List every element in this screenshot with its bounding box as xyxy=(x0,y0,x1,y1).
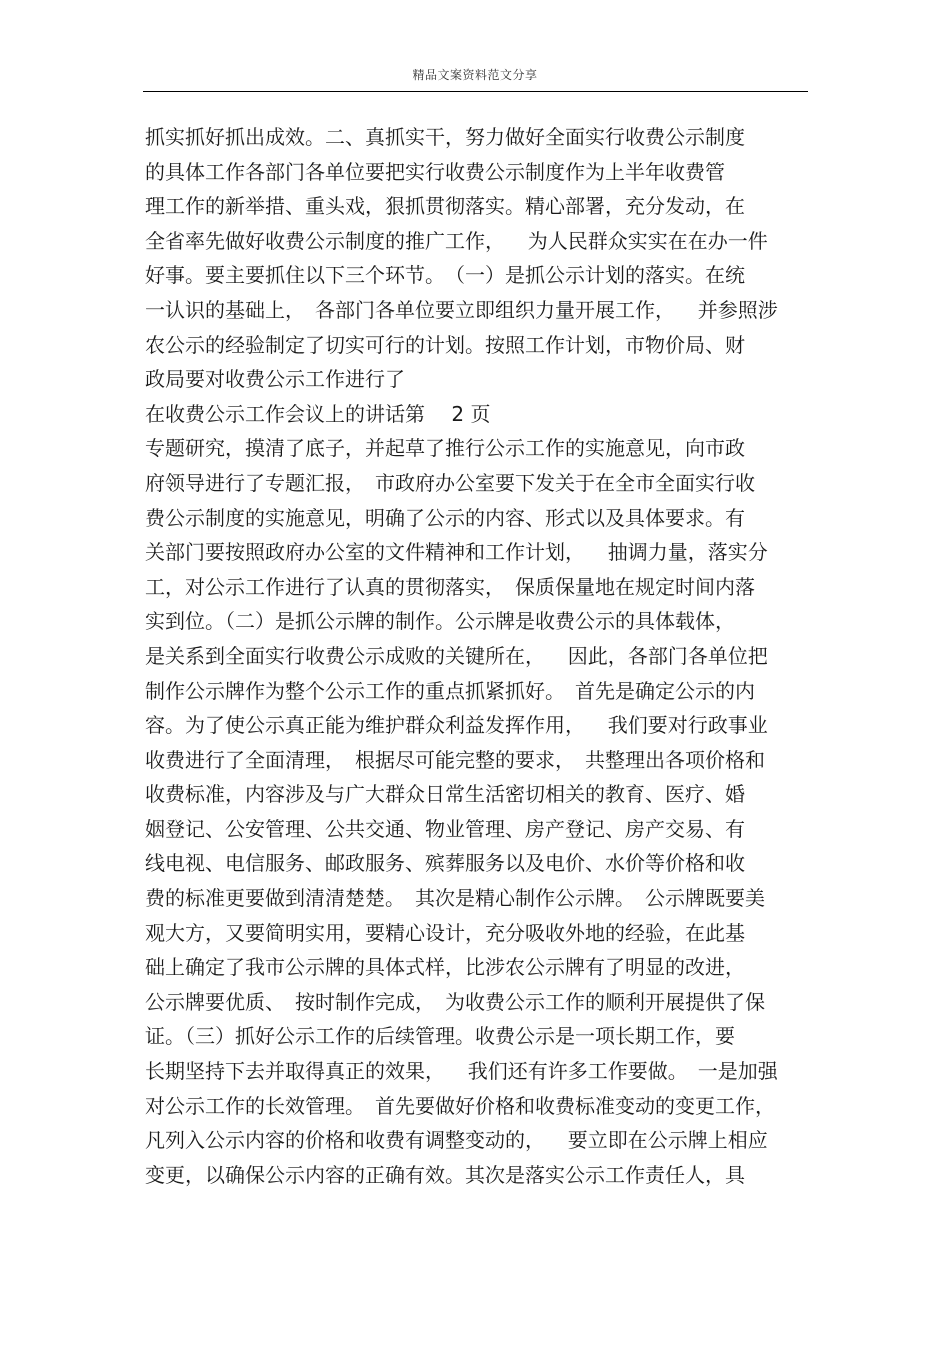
text-line: 收费进行了全面清理， 根据尽可能完整的要求， 共整理出各项价格和 xyxy=(145,747,765,772)
text-line: 变更，以确保公示内容的正确有效。其次是落实公示工作责任人，具 xyxy=(145,1162,745,1187)
text-line: 证。（三）抓好公示工作的后续管理。收费公示是一项长期工作，要 xyxy=(145,1024,735,1049)
text-line: 线电视、电信服务、邮政服务、殡葬服务以及电价、水价等价格和收 xyxy=(145,851,745,876)
text-line: 姻登记、公安管理、公共交通、物业管理、房产登记、房产交易、有 xyxy=(145,816,745,841)
text-line: 制作公示牌作为整个公示工作的重点抓紧抓好。 首先是确定公示的内 xyxy=(145,678,755,703)
document-body xyxy=(145,120,815,1192)
text-line: 是关系到全面实行收费公示成败的关键所在， 因此，各部门各单位把 xyxy=(145,643,768,668)
text-line: 一认识的基础上， 各部门各单位要立即组织力量开展工作， 并参照涉 xyxy=(145,297,778,322)
text-line: 工，对公示工作进行了认真的贯彻落实， 保质保量地在规定时间内落 xyxy=(145,574,755,599)
text-line: 的具体工作各部门各单位要把实行收费公示制度作为上半年收费管 xyxy=(145,159,725,184)
text-line: 础上确定了我市公示牌的具体式样，比涉农公示牌有了明显的改进， xyxy=(145,955,745,980)
text-line: 关部门要按照政府办公室的文件精神和工作计划， 抽调力量，落实分 xyxy=(145,540,768,565)
header-divider xyxy=(143,91,808,92)
text-line: 专题研究，摸清了底子，并起草了推行公示工作的实施意见，向市政 xyxy=(145,436,745,461)
text-line: 抓实抓好抓出成效。二、真抓实干，努力做好全面实行收费公示制度 xyxy=(145,125,745,149)
text-line: 农公示的经验制定了切实可行的计划。按照工作计划，市物价局、财 xyxy=(145,332,745,357)
text-line: 凡列入公示内容的价格和收费有调整变动的， 要立即在公示牌上相应 xyxy=(145,1128,768,1153)
text-line: 府领导进行了专题汇报， 市政府办公室要下发关于在全市全面实行收 xyxy=(145,470,755,495)
text-line: 理工作的新举措、重头戏，狠抓贯彻落实。精心部署，充分发动，在 xyxy=(145,194,745,219)
text-line: 公示牌要优质、 按时制作完成， 为收费公示工作的顺利开展提供了保 xyxy=(145,989,765,1014)
text-line: 观大方，又要简明实用，要精心设计，充分吸收外地的经验，在此基 xyxy=(145,920,745,945)
text-line: 实到位。（二）是抓公示牌的制作。公示牌是收费公示的具体载体， xyxy=(145,609,735,634)
text-line: 费公示制度的实施意见，明确了公示的内容、形式以及具体要求。有 xyxy=(145,505,745,530)
text-line: 政局要对收费公示工作进行了 xyxy=(145,367,405,392)
text-line: 好事。要主要抓住以下三个环节。 （一）是抓公示计划的落实。在统 xyxy=(145,263,745,288)
text-line: 收费标准，内容涉及与广大群众日常生活密切相关的教育、医疗、婚 xyxy=(145,782,745,807)
text-line: 对公示工作的长效管理。 首先要做好价格和收费标准变动的变更工作， xyxy=(145,1093,775,1118)
text-line: 容。为了使公示真正能为维护群众利益发挥作用， 我们要对行政事业 xyxy=(145,713,768,738)
text-line: 费的标准更要做到清清楚楚。 其次是精心制作公示牌。 公示牌既要美 xyxy=(145,886,765,911)
text-line: 长期坚持下去并取得真正的效果， 我们还有许多工作要做。 一是加强 xyxy=(145,1059,778,1084)
page-marker-line: 在收费公示工作会议上的讲话第 2 页 xyxy=(145,401,491,426)
page-header: 精品文案资料范文分享 xyxy=(412,68,538,82)
text-line: 全省率先做好收费公示制度的推广工作， 为人民群众实实在在办一件 xyxy=(145,228,768,253)
